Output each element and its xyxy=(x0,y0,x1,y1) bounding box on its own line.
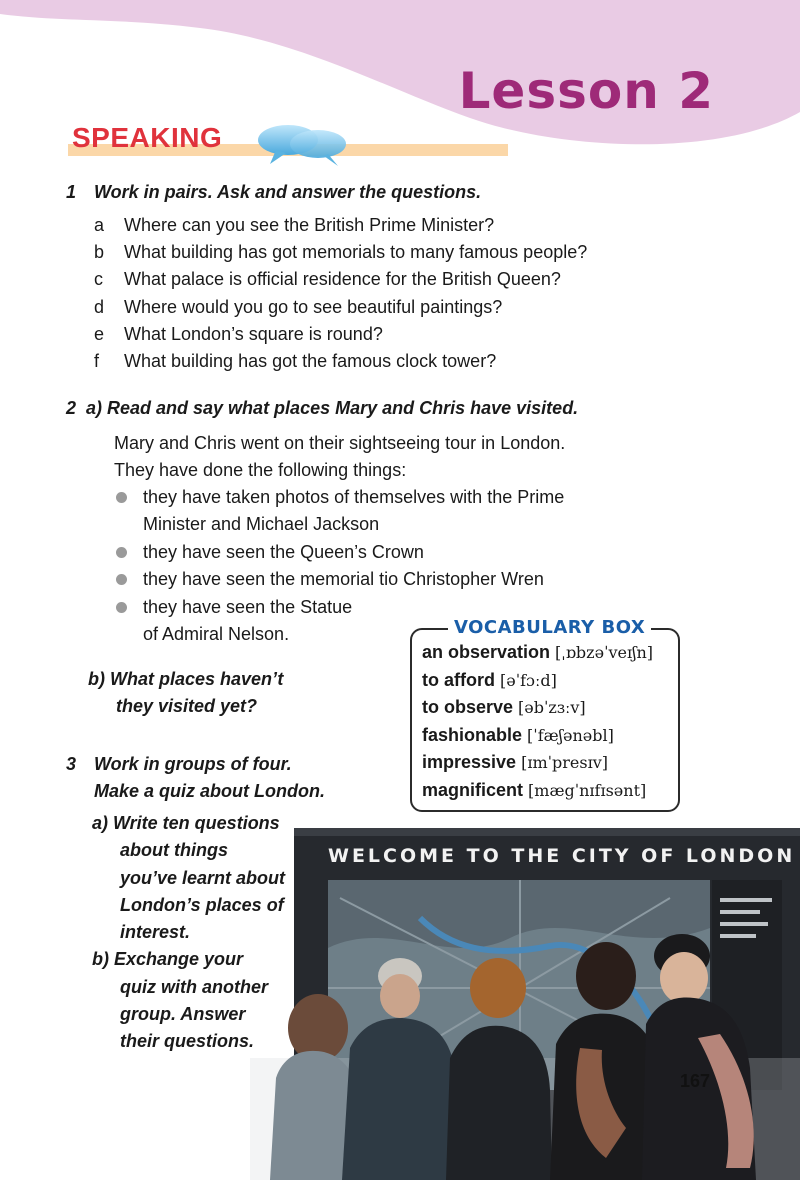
bullet-icon xyxy=(116,547,127,558)
list-item xyxy=(114,539,564,566)
city-of-london-photo xyxy=(250,828,800,1180)
exercise-number: 3 xyxy=(66,754,77,774)
vocabulary-transcription: [əˈfɔːd] xyxy=(500,670,557,690)
vocabulary-word: impressive xyxy=(422,752,517,772)
sign-text: WELCOME TO THE CITY OF LONDON xyxy=(328,845,796,867)
bullet-icon xyxy=(116,602,127,613)
vocabulary-transcription: [ˈfæʃənəbl] xyxy=(527,725,614,745)
page-number: 167 xyxy=(680,1071,711,1091)
exercise-instruction: a) Read and say what places Mary and Chris have visited. xyxy=(86,398,579,418)
vocabulary-word: an observation xyxy=(422,642,551,662)
list-item xyxy=(94,266,587,293)
list-item xyxy=(114,566,564,593)
item-text: they have seen the Queen’s Crown xyxy=(143,541,424,562)
section-title: SPEAKING xyxy=(72,122,223,153)
instruction-text: Make a quiz about London. xyxy=(94,781,325,802)
list-item xyxy=(94,239,587,266)
intro-paragraph xyxy=(114,430,565,484)
list-item xyxy=(94,321,587,348)
instruction-line: they visited yet? xyxy=(116,696,258,716)
instruction-line: group. Answer xyxy=(120,1004,246,1025)
vocabulary-box-title: VOCABULARY BOX xyxy=(448,617,651,638)
vocabulary-item xyxy=(422,777,668,805)
item-letter: d xyxy=(94,296,105,317)
vocabulary-word: magnificent xyxy=(422,779,524,800)
instruction-line: a) Write ten questions xyxy=(92,813,280,833)
list-item xyxy=(94,348,587,375)
question-list xyxy=(94,212,587,375)
instruction-line: their questions. xyxy=(120,1031,255,1052)
lesson-title: Lesson 2 xyxy=(458,62,714,120)
vocabulary-item xyxy=(422,749,668,777)
exercise-number: 2 xyxy=(66,398,77,418)
item-text: they have seen the memorial tio Christopher Wren xyxy=(143,569,544,590)
exercise-instruction: Work in pairs. Ask and answer the questions. xyxy=(94,182,482,202)
vocabulary-transcription: [mægˈnɪfɪsənt] xyxy=(528,780,647,800)
instruction-line: you’ve learnt about xyxy=(120,867,286,888)
paragraph-line: Mary and Chris went on their sightseeing tour in London. xyxy=(114,433,566,453)
vocabulary-word: fashionable xyxy=(422,724,523,745)
vocabulary-item xyxy=(422,722,668,750)
instruction-line: interest. xyxy=(120,922,191,943)
item-text: they have taken photos of themselves with the Prime xyxy=(143,487,565,507)
item-text: of Admiral Nelson. xyxy=(143,624,290,645)
list-item xyxy=(94,294,587,321)
instruction-line: about things xyxy=(120,840,228,861)
item-text: they have seen the Statue xyxy=(143,596,353,617)
vocabulary-item xyxy=(422,667,668,695)
item-text: What building has got the famous clock tower? xyxy=(124,351,497,372)
bullet-icon xyxy=(116,574,127,585)
paragraph-line: They have done the following things: xyxy=(114,460,407,480)
item-letter: c xyxy=(94,269,103,290)
list-item xyxy=(114,484,564,539)
list-item xyxy=(94,212,587,239)
vocabulary-box xyxy=(410,617,680,812)
vocabulary-item xyxy=(422,694,668,722)
item-text: What palace is official residence for the British Queen? xyxy=(124,269,561,290)
item-text: Minister and Michael Jackson xyxy=(143,514,380,535)
instruction-line xyxy=(66,778,325,805)
exercise-1-heading xyxy=(66,182,481,203)
exercise-2-heading xyxy=(66,398,578,419)
exercise-2-part-b xyxy=(88,666,283,720)
item-text: What London’s square is round? xyxy=(124,323,383,344)
bullet-icon xyxy=(116,492,127,503)
vocabulary-transcription: [əbˈzɜːv] xyxy=(518,698,586,717)
item-letter: b xyxy=(94,242,105,263)
vocabulary-item xyxy=(422,639,668,667)
instruction-text: Work in groups of four. xyxy=(94,754,292,774)
instruction-line: London’s places of xyxy=(120,894,284,915)
exercise-3-parts xyxy=(92,810,285,1056)
item-letter: a xyxy=(94,215,105,235)
instruction-line: quiz with another xyxy=(120,976,268,997)
item-text: Where can you see the British Prime Minister? xyxy=(124,215,495,235)
instruction-line: b) Exchange your xyxy=(92,949,244,970)
item-text: Where would you go to see beautiful paintings? xyxy=(124,296,503,317)
speech-bubbles-icon xyxy=(254,120,350,170)
instruction-line xyxy=(66,751,325,778)
item-text: What building has got memorials to many famous people? xyxy=(124,242,588,263)
item-letter: f xyxy=(94,351,100,372)
exercise-3-heading xyxy=(66,751,325,806)
instruction-line: b) What places haven’t xyxy=(88,669,284,689)
item-letter: e xyxy=(94,323,105,344)
vocabulary-transcription: [ˌɒbzəˈveɪʃn] xyxy=(555,643,653,662)
vocabulary-word: to afford xyxy=(422,669,495,690)
vocabulary-transcription: [ɪmˈpresɪv] xyxy=(521,753,608,772)
exercise-number: 1 xyxy=(66,182,77,202)
vocabulary-word: to observe xyxy=(422,697,514,717)
